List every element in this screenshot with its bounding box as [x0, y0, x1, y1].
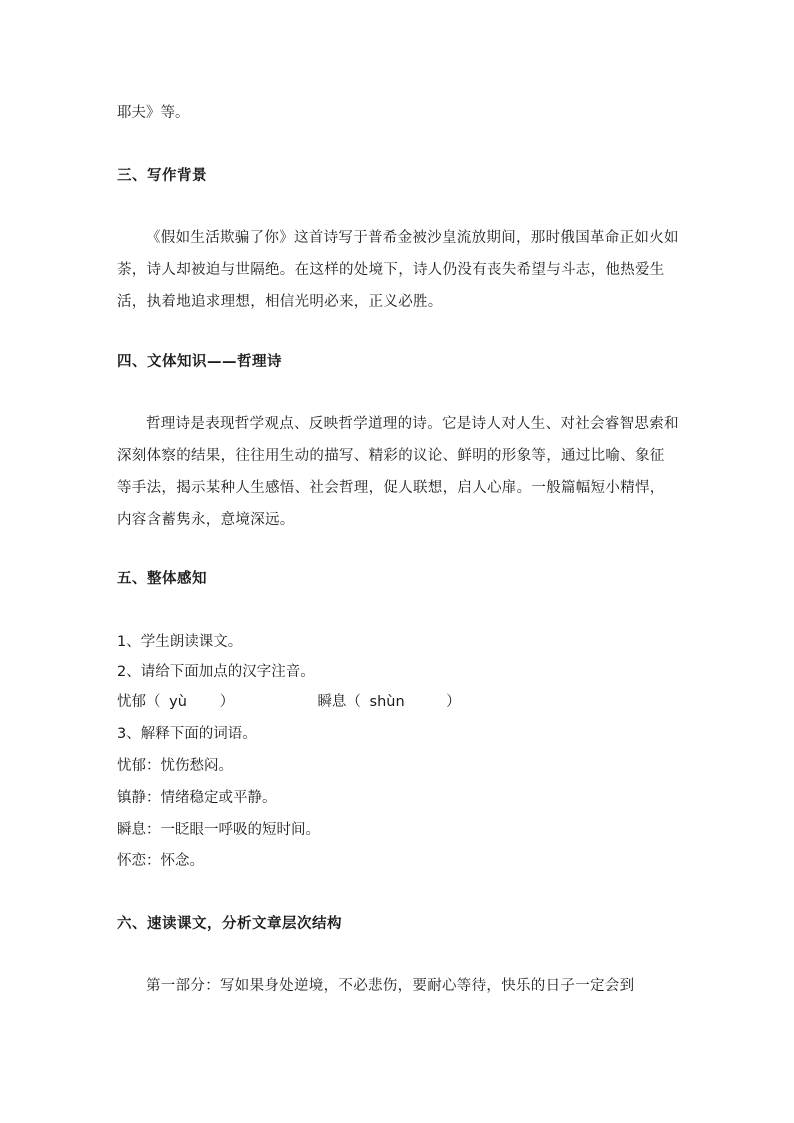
pinyin-row	[117, 692, 461, 712]
section-6-paragraph: 第一部分：写如果身处逆境，不必悲伤，要耐心等待，快乐的日子一定会到	[146, 978, 635, 994]
section-3-paragraph: 《假如生活欺骗了你》这首诗写于普希金被沙皇流放期间，那时俄国革命正如火如荼，诗人却被迫与世隔绝。在这样的处境下，诗人仍没有丧失希望与斗志，他热爱生活，执着地追求理想，相信光明必来，正义必胜。	[117, 230, 679, 310]
section-5-item-2: 2、请给下面加点的汉字注音。	[117, 664, 315, 680]
intro-tail-text: 耶夫》等。	[117, 105, 190, 121]
section-6-heading: 六、速读课文，分析文章层次结构	[117, 916, 342, 932]
section-5-heading: 五、整体感知	[117, 571, 207, 587]
pinyin-close-2: ）	[446, 694, 461, 710]
pinyin-answer-1: yù	[169, 694, 187, 710]
definition-item: 怀恋：怀念。	[117, 853, 204, 869]
definition-item: 瞬息：一眨眼一呼吸的短时间。	[117, 822, 320, 838]
definition-item: 忧郁：忧伤愁闷。	[117, 758, 233, 774]
section-5-item-1: 1、学生朗读课文。	[117, 634, 243, 650]
pinyin-word-1: 忧郁（	[117, 694, 161, 710]
pinyin-answer-2: shùn	[369, 694, 405, 710]
section-4-heading: 四、文体知识——哲理诗	[117, 354, 282, 370]
section-4-paragraph: 哲理诗是表现哲学观点、反映哲学道理的诗。它是诗人对人生、对社会睿智思索和深刻体察的结果，往往用生动的描写、精彩的议论、鲜明的形象等，通过比喻、象征等手法，揭示某种人生感悟、社会哲理，促人联想，启人心扉。一般篇幅短小精悍，内容含蓄隽永，意境深远。	[117, 416, 679, 528]
definition-item: 镇静：情绪稳定或平静。	[117, 790, 277, 806]
section-5-item-3: 3、解释下面的词语。	[117, 726, 257, 742]
pinyin-close-1: ）	[219, 694, 235, 710]
section-3-heading: 三、写作背景	[117, 168, 207, 184]
pinyin-word-2: 瞬息（	[317, 694, 361, 710]
